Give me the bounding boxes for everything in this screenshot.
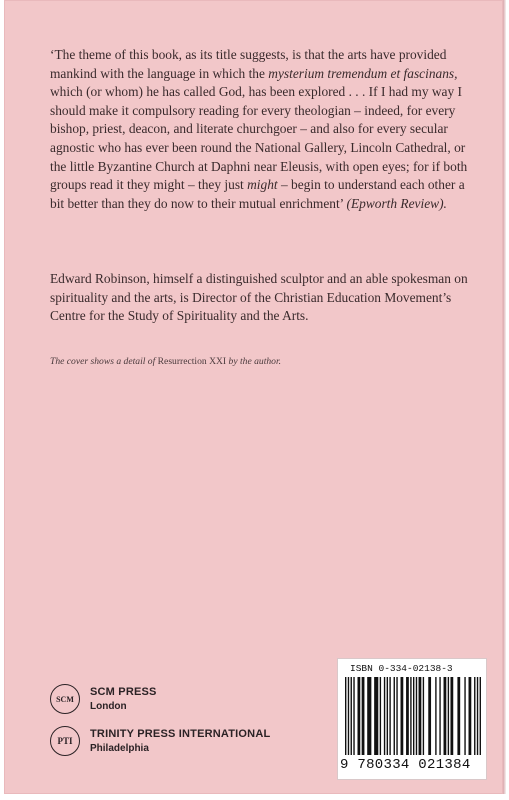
author-bio: Edward Robinson, himself a distinguished sculptor and an able spokesman on spirituality and the arts, is Director of the Christian Education Movement’s Centre for the Study of Spirituality and the Arts.: [50, 271, 468, 324]
publisher-city: London: [90, 701, 127, 712]
ean-number: 9 780334 021384: [340, 757, 471, 773]
review-quote: [50, 46, 478, 213]
barcode-bars-icon: [344, 677, 482, 757]
book-back-cover: [4, 0, 503, 794]
quote-part-1: ‘The theme of this book, as its title suggests, is that the arts have provided mankind with the language in which the: [50, 47, 447, 81]
barcode-label: [337, 658, 487, 780]
cover-credit-1: The cover shows a detail of: [50, 356, 158, 367]
quote-latin-phrase: mysterium tremendum et fascinans,: [268, 65, 458, 81]
pti-logo-icon: [50, 726, 80, 756]
quote-emphasis: might: [247, 177, 278, 193]
isbn-text: ISBN 0-334-02138-3: [350, 663, 453, 674]
scm-logo-icon: [50, 684, 80, 714]
scm-logo-text: SCM: [56, 694, 74, 704]
cover-credit-2: by the author.: [226, 356, 282, 367]
cover-artwork-title: Resurrection XXI: [157, 356, 227, 367]
quote-part-3: – begin to understand each other a bit better than they do now to their mutual enrichment’: [50, 177, 465, 211]
publisher-name: TRINITY PRESS INTERNATIONAL: [90, 728, 271, 740]
pti-logo-text: PTI: [57, 736, 73, 746]
quote-part-2: which (or whom) he has called God, has been explored . . . If I had my way I should make it compulsory reading for every theologian – indeed, for every bishop, priest, deacon, and literate churchgoer – and also for every secular agnostic who has ever been round the National Gallery, Lincoln Cathedral, or the little Byzantine Church at Daphni near Eleusis, with open eyes; for if both groups read it they might – they just: [50, 84, 468, 193]
cover-credit: [50, 356, 470, 367]
publisher-city: Philadelphia: [90, 743, 149, 754]
quote-source: (Epworth Review).: [346, 195, 447, 211]
publisher-name: SCM PRESS: [90, 686, 157, 698]
